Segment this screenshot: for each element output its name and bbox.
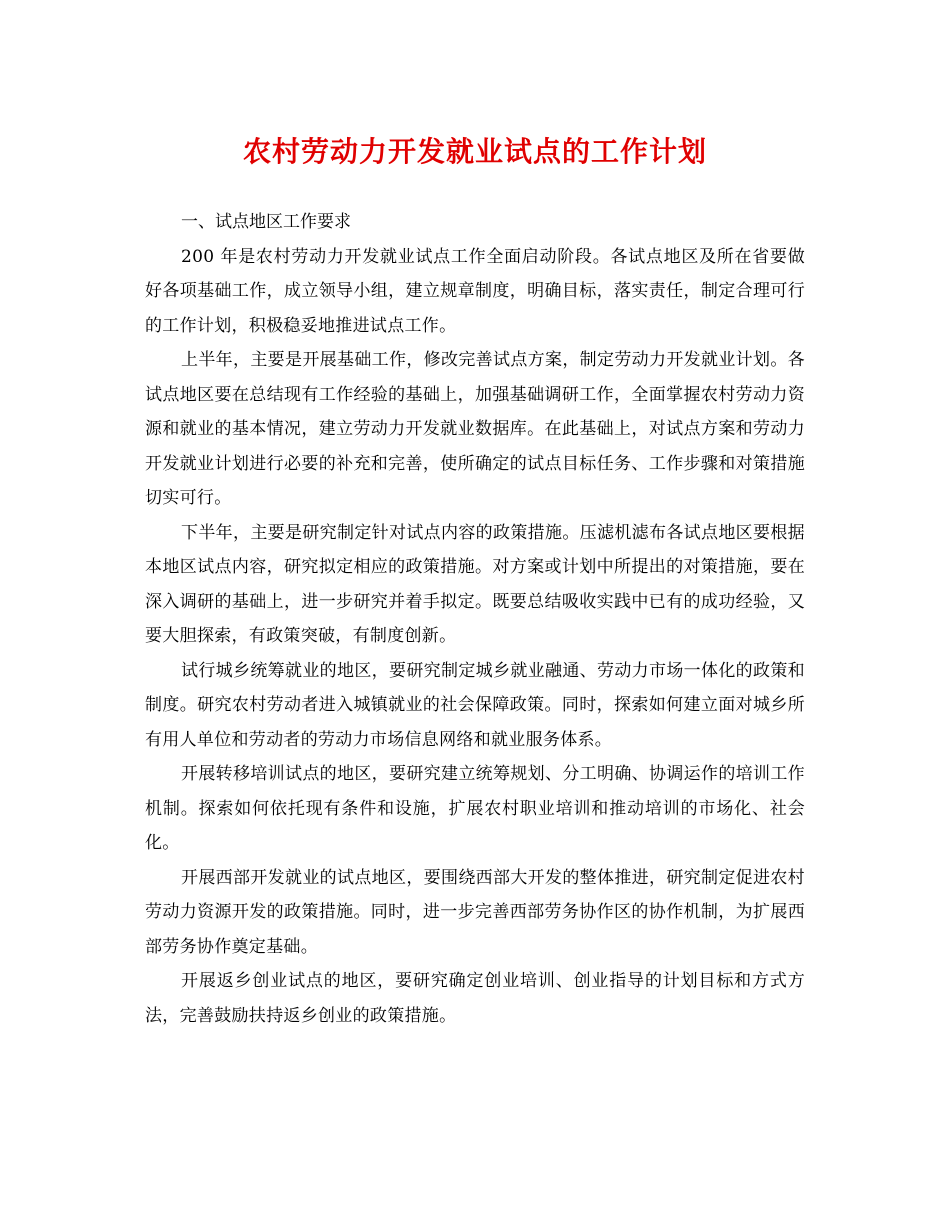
paragraph-3: 下半年，主要是研究制定针对试点内容的政策措施。压滤机滤布各试点地区要根据本地区试点内容，研究拟定相应的政策措施。对方案或计划中所提出的对策措施，要在深入调研的基础上，进一步研究并着手拟定。既要总结吸收实践中已有的成功经验，又要大胆探索，有政策突破，有制度创新。 — [145, 522, 805, 646]
paragraph-7: 开展返乡创业试点的地区，要研究确定创业培训、创业指导的计划目标和方式方法，完善鼓励扶持返乡创业的政策措施。 — [145, 971, 805, 1026]
document-body — [145, 205, 805, 1033]
paragraph-4: 试行城乡统筹就业的地区，要研究制定城乡就业融通、劳动力市场一体化的政策和制度。研究农村劳动者进入城镇就业的社会保障政策。同时，探索如何建立面对城乡所有用人单位和劳动者的劳动力市场信息网络和就业服务体系。 — [145, 660, 805, 750]
section-heading: 一、试点地区工作要求 — [181, 212, 351, 232]
paragraph-6: 开展西部开发就业的试点地区，要围绕西部大开发的整体推进，研究制定促进农村劳动力资源开发的政策措施。同时，进一步完善西部劳务协作区的协作机制，为扩展西部劳务协作奠定基础。 — [145, 867, 805, 957]
document-title: 农村劳动力开发就业试点的工作计划 — [242, 135, 707, 168]
paragraph-2: 上半年，主要是开展基础工作，修改完善试点方案，制定劳动力开发就业计划。各试点地区要在总结现有工作经验的基础上，加强基础调研工作，全面掌握农村劳动力资源和就业的基本情况，建立劳动力开发就业数据库。在此基础上，对试点方案和劳动力开发就业计划进行必要的补充和完善，使所确定的试点目标任务、工作步骤和对策措施切实可行。 — [145, 350, 805, 508]
paragraph-1: 200 年是农村劳动力开发就业试点工作全面启动阶段。各试点地区及所在省要做好各项基础工作，成立领导小组，建立规章制度，明确目标，落实责任，制定合理可行的工作计划，积极稳妥地推进试点工作。 — [145, 246, 805, 336]
paragraph-5: 开展转移培训试点的地区，要研究建立统筹规划、分工明确、协调运作的培训工作机制。探索如何依托现有条件和设施，扩展农村职业培训和推动培训的市场化、社会化。 — [145, 764, 805, 853]
